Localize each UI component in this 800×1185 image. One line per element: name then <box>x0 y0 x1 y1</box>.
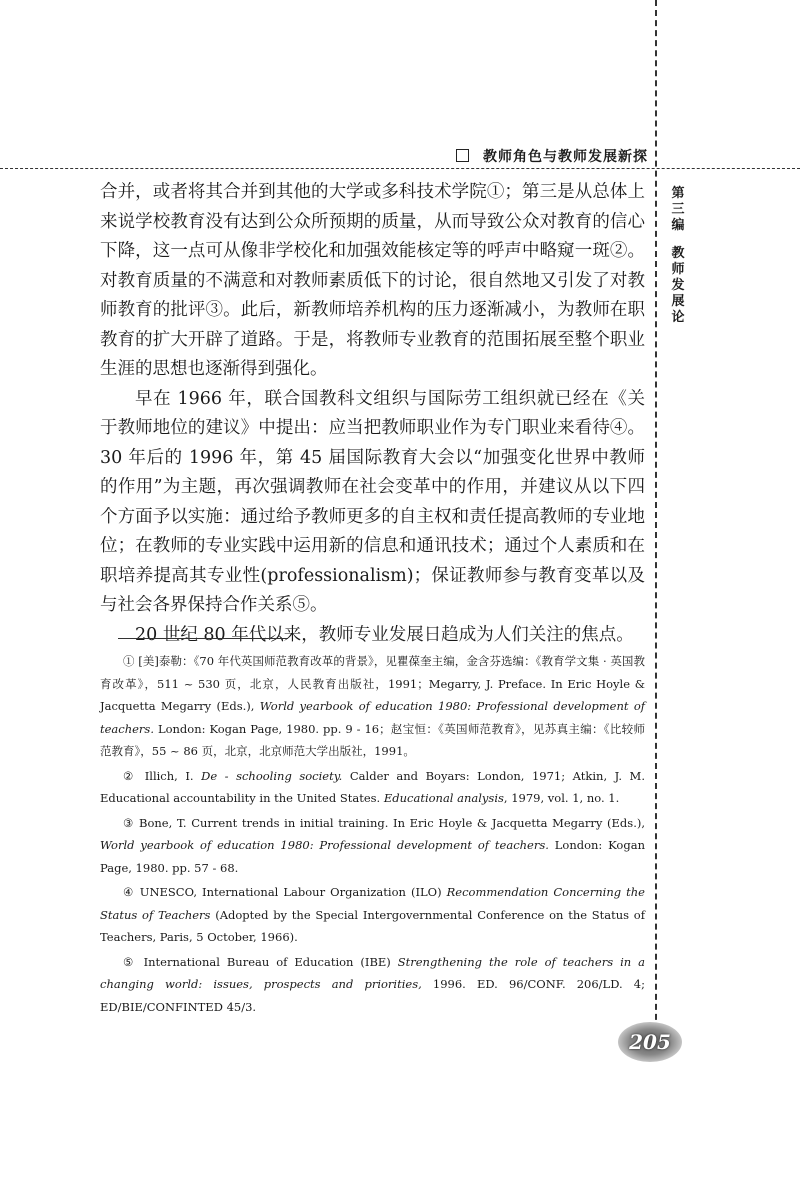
section-side-tab: 第 三 编 教 师 发 展 论 <box>669 186 687 326</box>
body-text <box>100 178 645 650</box>
footnote-rule <box>118 638 288 639</box>
footnote-4: ④ UNESCO, International Labour Organization (ILO) Recommendation Concerning the Status of Teachers (Adopted by the Special Intergovernmental Conference on the Status of Teachers, Paris, 5 October, 1966). <box>100 885 645 944</box>
running-head <box>456 146 648 166</box>
header-dashed-rule <box>0 168 800 169</box>
footnote-2: ② Illich, I. De - schooling society. Calder and Boyars: London, 1971; Atkin, J. M. Educational accountability in the United States. Educational analysis, 1979, vol. 1, no. 1. <box>100 768 645 805</box>
side-tab-part: 第 <box>671 186 685 201</box>
vertical-dashed-divider <box>655 0 657 1040</box>
page-number: 205 <box>618 1022 682 1062</box>
square-bullet-icon <box>456 149 469 162</box>
footnote-5: ⑤ International Bureau of Education (IBE) Strengthening the role of teachers in a changing world: issues, prospects and priorities, 1996. ED. 96/CONF. 206/LD. 4; ED/BIE/CONFINTED 45/3. <box>100 954 645 1014</box>
footnote-3: ③ Bone, T. Current trends in initial training. In Eric Hoyle & Jacquetta Megarry (Eds.), World yearbook of education 1980: Professional development of teachers. London: Kogan Page, 1980. pp. 57 - 68. <box>100 815 645 875</box>
paragraph: 20 世纪 80 年代以来，教师专业发展日趋成为人们关注的焦点。 <box>135 624 634 645</box>
footnotes <box>100 650 645 1020</box>
footnote-1: ① [美]泰勒：《70 年代英国师范教育改革的背景》，见瞿葆奎主编，金含芬选编：《教育学文集 · 英国教育改革》，511 ~ 530 页，北京，人民教育出版社，1991；Megarry, J. Preface. In Eric Hoyle & Jacquetta Megarry (Eds.), World yearbook of education 1980: Professional development of teachers. London: Kogan Page, 1980. pp. 9 - 16；赵宝恒：《英国师范教育》，见苏真主编：《比较师范教育》，55 ~ 86 页，北京，北京师范大学出版社，1991。 <box>100 654 645 758</box>
paragraph: 合并，或者将其合并到其他的大学或多科技术学院①；第三是从总体上来说学校教育没有达到公众所预期的质量，从而导致公众对教育的信心下降，这一点可从像非学校化和加强效能核定等的呼声中略窥一斑②。对教育质量的不满意和对教师素质低下的讨论，很自然地又引发了对教师教育的批评③。此后，新教师培养机构的压力逐渐减小，为教师在职教育的扩大开辟了道路。于是，将教师专业教育的范围拓展至整个职业生涯的思想也逐渐得到强化。 <box>100 182 645 379</box>
running-head-title: 教师角色与教师发展新探 <box>483 149 648 165</box>
paragraph: 早在 1966 年，联合国教科文组织与国际劳工组织就已经在《关于教师地位的建议》中提出：应当把教师职业作为专门职业来看待④。30 年后的 1996 年，第 45 届国际教育大会以“加强变化世界中教师的作用”为主题，再次强调教师在社会变革中的作用，并建议从以下四个方面予以实施：通过给予教师更多的自主权和责任提高教师的专业地位；在教师的专业实践中运用新的信息和通讯技术；通过个人素质和在职培养提高其专业性(professionalism)；保证教师参与教育变革以及与社会各界保持合作关系⑤。 <box>100 388 645 615</box>
side-tab-title: 教 <box>671 246 685 261</box>
